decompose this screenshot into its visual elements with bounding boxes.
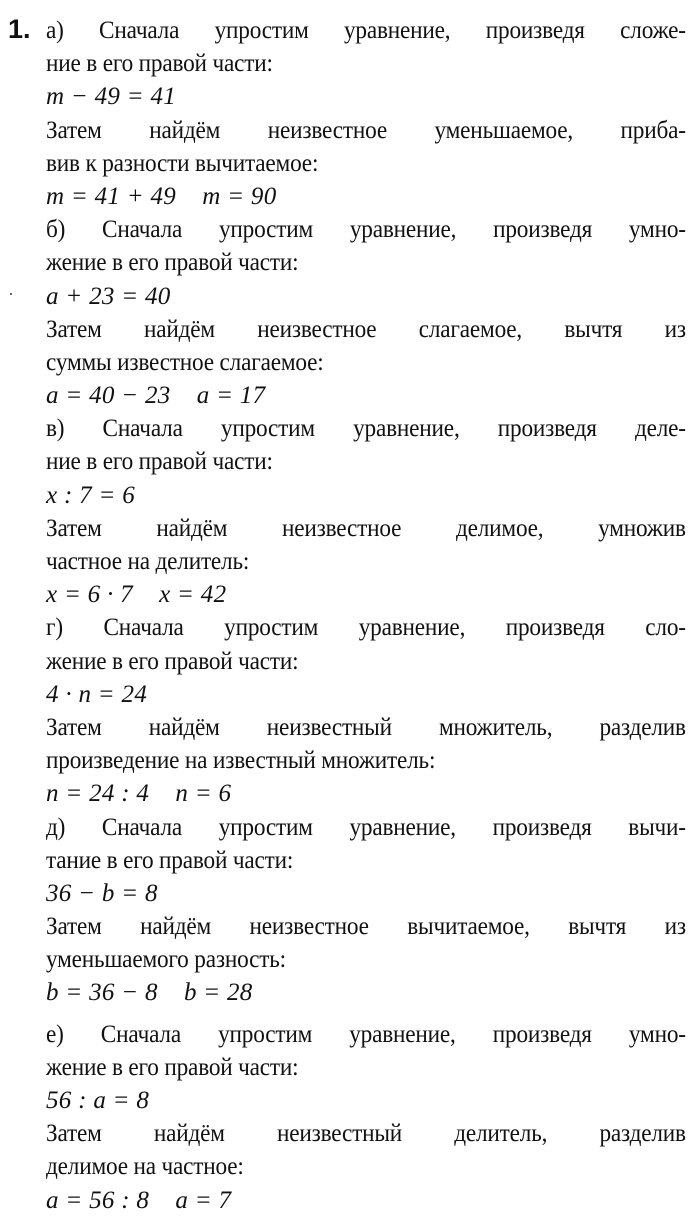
solution — [46, 180, 686, 213]
explanation-line: Затем найдём неизвестное слагаемое, вычтя из — [46, 315, 686, 343]
equation — [46, 280, 686, 313]
part-intro-line: д) Сначала упростим уравнение, произведя вычи- — [46, 813, 686, 841]
explanation-line: Затем найдём неизвестный делитель, разделив — [46, 1120, 686, 1148]
part-intro-line: ние в его правой части: — [46, 50, 273, 78]
part-intro-line: жение в его правой части: — [46, 249, 299, 277]
solution — [46, 777, 686, 810]
solution-text: n = 24 : 4 n = 6 — [46, 780, 232, 808]
solution — [46, 1184, 686, 1217]
equation-text: x : 7 = 6 — [46, 481, 135, 509]
part-v — [46, 412, 686, 611]
part-intro-line: в) Сначала упростим уравнение, произведя деле- — [46, 415, 686, 443]
explanation-line: произведение на известный множитель: — [46, 747, 436, 775]
scan-speck — [10, 293, 12, 295]
section-gap — [46, 1010, 686, 1018]
part-intro-line: жение в его правой части: — [46, 1053, 299, 1081]
explanation-line: Затем найдём неизвестное вычитаемое, вычтя из — [46, 913, 686, 941]
part-intro-line: ние в его правой части: — [46, 448, 273, 476]
equation-text: 4 · n = 24 — [46, 680, 148, 708]
solution — [46, 976, 686, 1009]
solution-text: x = 6 · 7 x = 42 — [46, 581, 227, 609]
explanation-line: суммы известное слагаемое: — [46, 348, 324, 376]
equation — [46, 877, 686, 910]
equation-text: a + 23 = 40 — [46, 282, 171, 310]
equation-text: m − 49 = 41 — [46, 83, 177, 111]
explanation-line: частное на делитель: — [46, 548, 250, 575]
explanation-line: Затем найдём неизвестное уменьшаемое, приба- — [46, 116, 686, 144]
part-intro-line: г) Сначала упростим уравнение, произведя сло- — [46, 614, 686, 642]
equation — [46, 479, 686, 512]
part-intro-line: а) Сначала упростим уравнение, произведя сложе- — [46, 17, 686, 44]
part-b — [46, 213, 686, 412]
solution — [46, 578, 686, 611]
part-intro-line: тание в его правой части: — [46, 846, 294, 874]
equation — [46, 1084, 686, 1117]
explanation-line: делимое на частное: — [46, 1153, 244, 1181]
part-intro-line: жение в его правой части: — [46, 647, 299, 675]
solution-text: a = 56 : 8 a = 7 — [46, 1186, 232, 1214]
equation-text: 56 : a = 8 — [46, 1087, 150, 1114]
part-intro-line: б) Сначала упростим уравнение, произведя умно- — [46, 216, 686, 244]
part-intro-line: е) Сначала упростим уравнение, произведя умно- — [46, 1020, 686, 1048]
equation — [46, 80, 686, 113]
part-e — [46, 1018, 686, 1217]
solution-text: a = 40 − 23 a = 17 — [46, 382, 266, 410]
explanation-line: Затем найдём неизвестное делимое, умножив — [46, 514, 686, 542]
explanation-line: уменьшаемого разность: — [46, 946, 286, 974]
equation-text: 36 − b = 8 — [46, 879, 158, 907]
problem-number: 1. — [8, 14, 31, 44]
explanation-line: вив к разности вычитаемое: — [46, 149, 319, 177]
equation — [46, 678, 686, 711]
solution-content — [46, 14, 686, 1217]
solution — [46, 379, 686, 412]
explanation-line: Затем найдём неизвестный множитель, разделив — [46, 713, 686, 741]
part-d — [46, 811, 686, 1010]
solution-text: b = 36 − 8 b = 28 — [46, 979, 253, 1007]
part-g — [46, 611, 686, 810]
part-a — [46, 14, 686, 213]
solution-text: m = 41 + 49 m = 90 — [46, 182, 277, 210]
